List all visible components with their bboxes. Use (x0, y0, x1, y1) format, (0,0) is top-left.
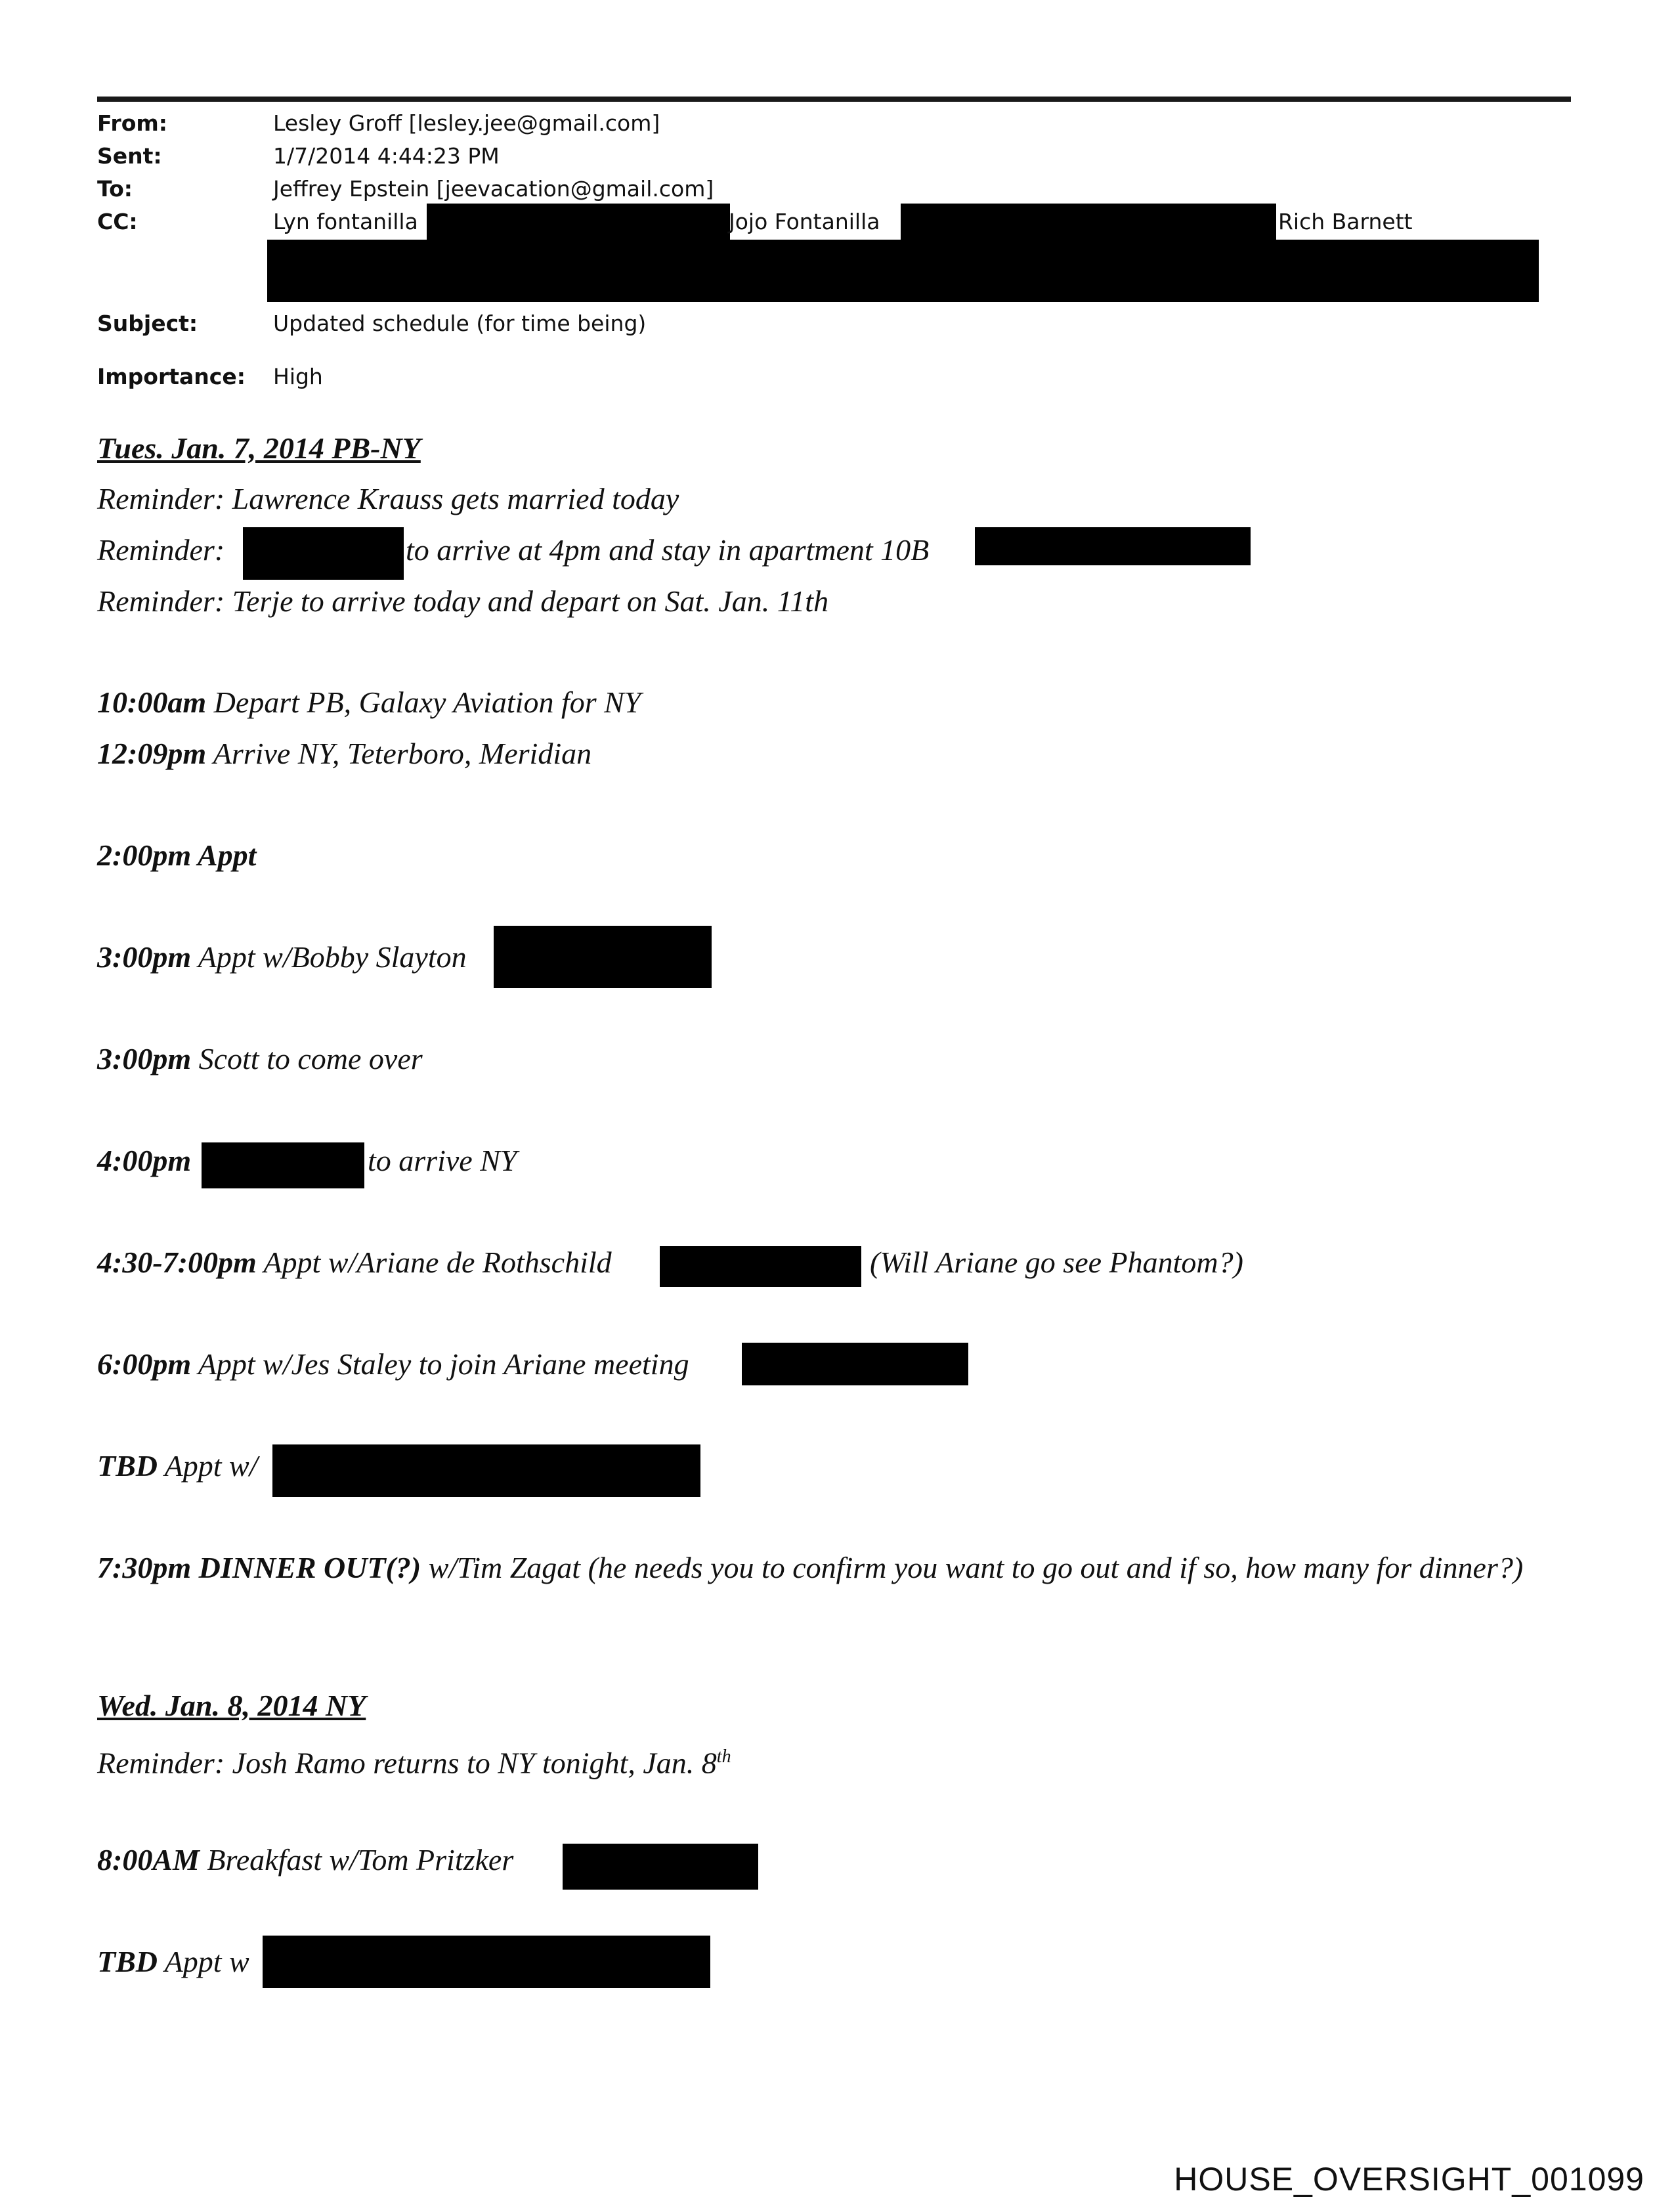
entry-time: TBD (97, 1449, 158, 1483)
schedule-entry (97, 939, 467, 976)
reminder-text: Reminder: Josh Ramo returns to NY tonight, Jan. 8 (97, 1746, 717, 1780)
redaction-box (494, 926, 712, 988)
schedule-entry (97, 1943, 249, 1980)
redaction-box (202, 1142, 364, 1188)
schedule-entry (97, 837, 256, 874)
reminder-label: Reminder: (97, 533, 225, 567)
day-heading: Tues. Jan. 7, 2014 PB-NY (97, 431, 421, 465)
day-heading: Wed. Jan. 8, 2014 NY (97, 1689, 366, 1722)
entry-time: 8:00AM (97, 1843, 200, 1876)
entry-time: 3:00pm (97, 940, 192, 974)
entry-text: Appt w/Jes Staley to join Ariane meeting (191, 1347, 689, 1381)
cc-recipient-3: Rich Barnett (1278, 209, 1413, 234)
entry-time: 3:00pm (97, 1042, 192, 1075)
entry-text: Appt w/Bobby Slayton (191, 940, 467, 974)
reminder-line (97, 1739, 731, 1781)
redaction-box (427, 204, 730, 240)
schedule-entry (97, 1041, 423, 1077)
entry-text: to arrive NY (368, 1144, 517, 1177)
cc-recipient-2: Jojo Fontanilla (729, 209, 880, 234)
redaction-box (742, 1343, 968, 1385)
reminder-line: Reminder: Terje to arrive today and depart on Sat. Jan. 11th (97, 584, 829, 618)
redaction-box (263, 1936, 710, 1988)
entry-time: 10:00am (97, 685, 207, 719)
entry-time: 2:00pm Appt (97, 838, 257, 872)
entry-time: 7:30pm DINNER OUT(?) (97, 1551, 421, 1584)
schedule-entry (97, 1142, 191, 1179)
to-value: Jeffrey Epstein [jeevacation@gmail.com] (273, 176, 714, 202)
reminder-line: Reminder: Lawrence Krauss gets married today (97, 482, 679, 515)
entry-time: 4:30-7:00pm (97, 1246, 257, 1279)
importance-value: High (273, 364, 323, 389)
schedule-entry (97, 735, 591, 772)
subject-label: Subject: (97, 311, 198, 336)
ordinal-suffix: th (716, 1746, 731, 1767)
schedule-entry (97, 1448, 258, 1485)
reminder-text: to arrive at 4pm and stay in apartment 10B (406, 533, 930, 567)
entry-text: Appt w/Ariane de Rothschild (256, 1246, 612, 1279)
sent-value: 1/7/2014 4:44:23 PM (273, 143, 500, 169)
schedule-entry (97, 1244, 612, 1281)
entry-text: w/Tim Zagat (he needs you to confirm you want to go out and if so, how many for dinner?) (421, 1551, 1524, 1584)
redaction-box (563, 1844, 758, 1890)
entry-text: Scott to come over (191, 1042, 423, 1075)
entry-text: Breakfast w/Tom Pritzker (199, 1843, 514, 1876)
schedule-entry (97, 1842, 513, 1878)
to-label: To: (97, 176, 133, 202)
entry-time: 6:00pm (97, 1347, 192, 1381)
redaction-box (267, 240, 1539, 302)
importance-label: Importance: (97, 364, 246, 389)
cc-label: CC: (97, 209, 138, 234)
subject-value: Updated schedule (for time being) (273, 311, 647, 336)
redaction-box (272, 1444, 700, 1497)
cc-recipient-1: Lyn fontanilla (273, 209, 418, 234)
entry-time: TBD (97, 1945, 158, 1978)
redaction-box (975, 527, 1251, 565)
from-value: Lesley Groff [lesley.jee@gmail.com] (273, 110, 660, 136)
schedule-entry (97, 1346, 689, 1383)
redaction-box (243, 527, 404, 580)
entry-text: Appt w (158, 1945, 249, 1978)
entry-time: 12:09pm (97, 737, 207, 770)
sent-label: Sent: (97, 143, 162, 169)
entry-text: Appt w/ (158, 1449, 258, 1483)
schedule-entry (97, 1550, 1574, 1586)
redaction-box (660, 1246, 861, 1287)
entry-note: (Will Ariane go see Phantom?) (870, 1246, 1243, 1279)
redaction-box (901, 204, 1276, 240)
from-label: From: (97, 110, 167, 136)
bates-number: HOUSE_OVERSIGHT_001099 (1174, 2161, 1644, 2198)
entry-time: 4:00pm (97, 1144, 192, 1177)
entry-text: Depart PB, Galaxy Aviation for NY (206, 685, 641, 719)
reminder-line (97, 532, 225, 569)
schedule-entry (97, 684, 641, 721)
header-rule (97, 97, 1571, 102)
entry-text: Arrive NY, Teterboro, Meridian (206, 737, 592, 770)
